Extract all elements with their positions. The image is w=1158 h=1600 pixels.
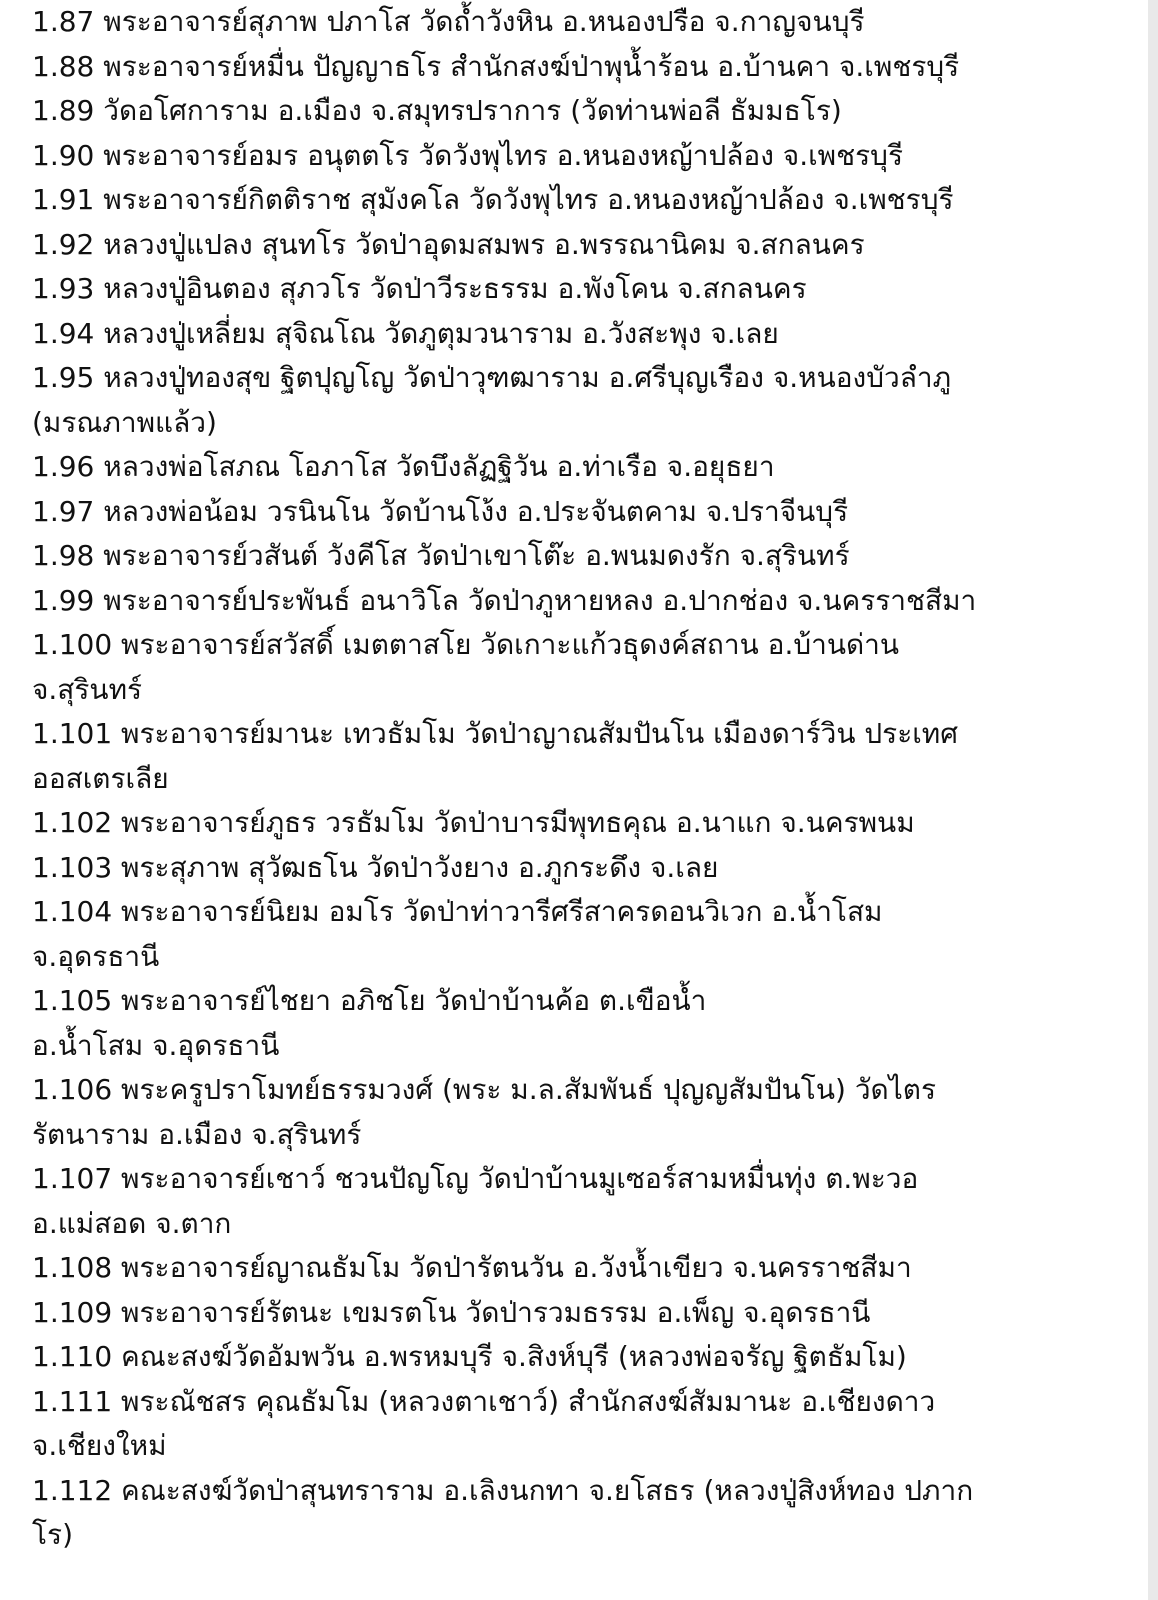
text-line: 1.107 พระอาจารย์เชาว์ ชวนปัญโญ วัดป่าบ้านมูเซอร์สามหมื่นทุ่ง ต.พะวอ [32,1162,919,1195]
text-line: 1.97 หลวงพ่อน้อม วรนินโน วัดบ้านโง้ง อ.ประจันตคาม จ.ปราจีนบุรี [32,494,849,528]
text-line: 1.89 วัดอโศการาม อ.เมือง จ.สมุทรปราการ (วัดท่านพ่อลี ธัมมธโร) [32,94,842,127]
text-line: 1.110 คณะสงฆ์วัดอัมพวัน อ.พรหมบุรี จ.สิงห์บุรี (หลวงพ่อจรัญ ฐิตธัมโม) [32,1340,907,1373]
text-line: จ.อุดรธานี [32,939,160,973]
text-line: 1.109 พระอาจารย์รัตนะ เขมรตโน วัดป่ารวมธรรม อ.เพ็ญ จ.อุดรธานี [32,1295,871,1329]
text-line: 1.108 พระอาจารย์ญาณธัมโม วัดป่ารัตนวัน อ.วังน้ำเขียว จ.นครราชสีมา [32,1251,912,1284]
text-line: (มรณภาพแล้ว) [32,405,217,439]
text-line: 1.112 คณะสงฆ์วัดป่าสุนทราราม อ.เลิงนกทา จ.ยโสธร (หลวงปู่สิงห์ทอง ปภาก [32,1473,974,1507]
text-line: 1.105 พระอาจารย์ไชยา อภิชโย วัดป่าบ้านค้อ ต.เขือน้ำ [32,984,707,1017]
text-line: โร) [32,1518,74,1551]
text-line: 1.106 พระครูปราโมทย์ธรรมวงศ์ (พระ ม.ล.สัมพันธ์ ปุญญสัมปันโน) วัดไตร [32,1073,937,1106]
text-line: รัตนาราม อ.เมือง จ.สุรินทร์ [32,1117,362,1151]
text-line: 1.101 พระอาจารย์มานะ เทวธัมโม วัดป่าญาณสัมปันโน เมืองดาร์วิน ประเทศ [32,717,959,750]
text-line: 1.90 พระอาจารย์อมร อนุตตโร วัดวังพุไทร อ.หนองหญ้าปล้อง จ.เพชรบุรี [32,138,903,172]
text-line: 1.87 พระอาจารย์สุภาพ ปภาโส วัดถ้ำวังหิน อ.หนองปรือ จ.กาญจนบุรี [32,5,865,38]
text-line: 1.93 หลวงปู่อินตอง สุภวโร วัดป่าวีระธรรม อ.พังโคน จ.สกลนคร [32,272,807,305]
text-line: 1.95 หลวงปู่ทองสุข ฐิตปุญโญ วัดป่าวุฑฒาราม อ.ศรีบุญเรือง จ.หนองบัวลำภู [32,361,952,394]
text-line: 1.92 หลวงปู่แปลง สุนทโร วัดป่าอุดมสมพร อ.พรรณานิคม จ.สกลนคร [32,227,865,261]
text-line: 1.94 หลวงปู่เหลี่ยม สุจิณโณ วัดภูตุมวนาราม อ.วังสะพุง จ.เลย [32,316,779,350]
text-line: 1.88 พระอาจารย์หมื่น ปัญญาธโร สำนักสงฆ์ป่าพุน้ำร้อน อ.บ้านคา จ.เพชรบุรี [32,49,960,83]
text-line: 1.99 พระอาจารย์ประพันธ์ อนาวิโล วัดป่าภูหายหลง อ.ปากช่อง จ.นครราชสีมา [32,583,977,617]
text-line: จ.สุรินทร์ [32,672,143,706]
text-line: 1.103 พระสุภาพ สุวัฒธโน วัดป่าวังยาง อ.ภูกระดึง จ.เลย [32,850,719,884]
text-line: 1.102 พระอาจารย์ภูธร วรธัมโม วัดป่าบารมีพุทธคุณ อ.นาแก จ.นครพนม [32,806,915,839]
text-line: 1.91 พระอาจารย์กิตติราช สุมังคโล วัดวังพุไทร อ.หนองหญ้าปล้อง จ.เพชรบุรี [32,183,954,216]
document-body [32,0,1122,1558]
text-line: 1.104 พระอาจารย์นิยม อมโร วัดป่าท่าวารีศรีสาครดอนวิเวก อ.น้ำโสม [32,895,883,928]
text-line: อ.แม่สอด จ.ตาก [32,1206,232,1240]
page-edge [1148,0,1158,1600]
text-line: 1.111 พระณัชสร คุณธัมโม (หลวงตาเชาว์) สำนักสงฆ์สัมมานะ อ.เชียงดาว [32,1384,936,1418]
text-line: อ.น้ำโสม จ.อุดรธานี [32,1028,280,1062]
text-line: 1.98 พระอาจารย์วสันต์ วังคีโส วัดป่าเขาโต๊ะ อ.พนมดงรัก จ.สุรินทร์ [32,539,850,572]
text-line: ออสเตรเลีย [32,761,169,795]
text-line: 1.100 พระอาจารย์สวัสดิ์ เมตตาสโย วัดเกาะแก้วธุดงค์สถาน อ.บ้านด่าน [32,628,900,661]
text-line: 1.96 หลวงพ่อโสภณ โอภาโส วัดบึงลัฏฐิวัน อ.ท่าเรือ จ.อยุธยา [32,450,775,483]
text-line: จ.เชียงใหม่ [32,1429,167,1462]
